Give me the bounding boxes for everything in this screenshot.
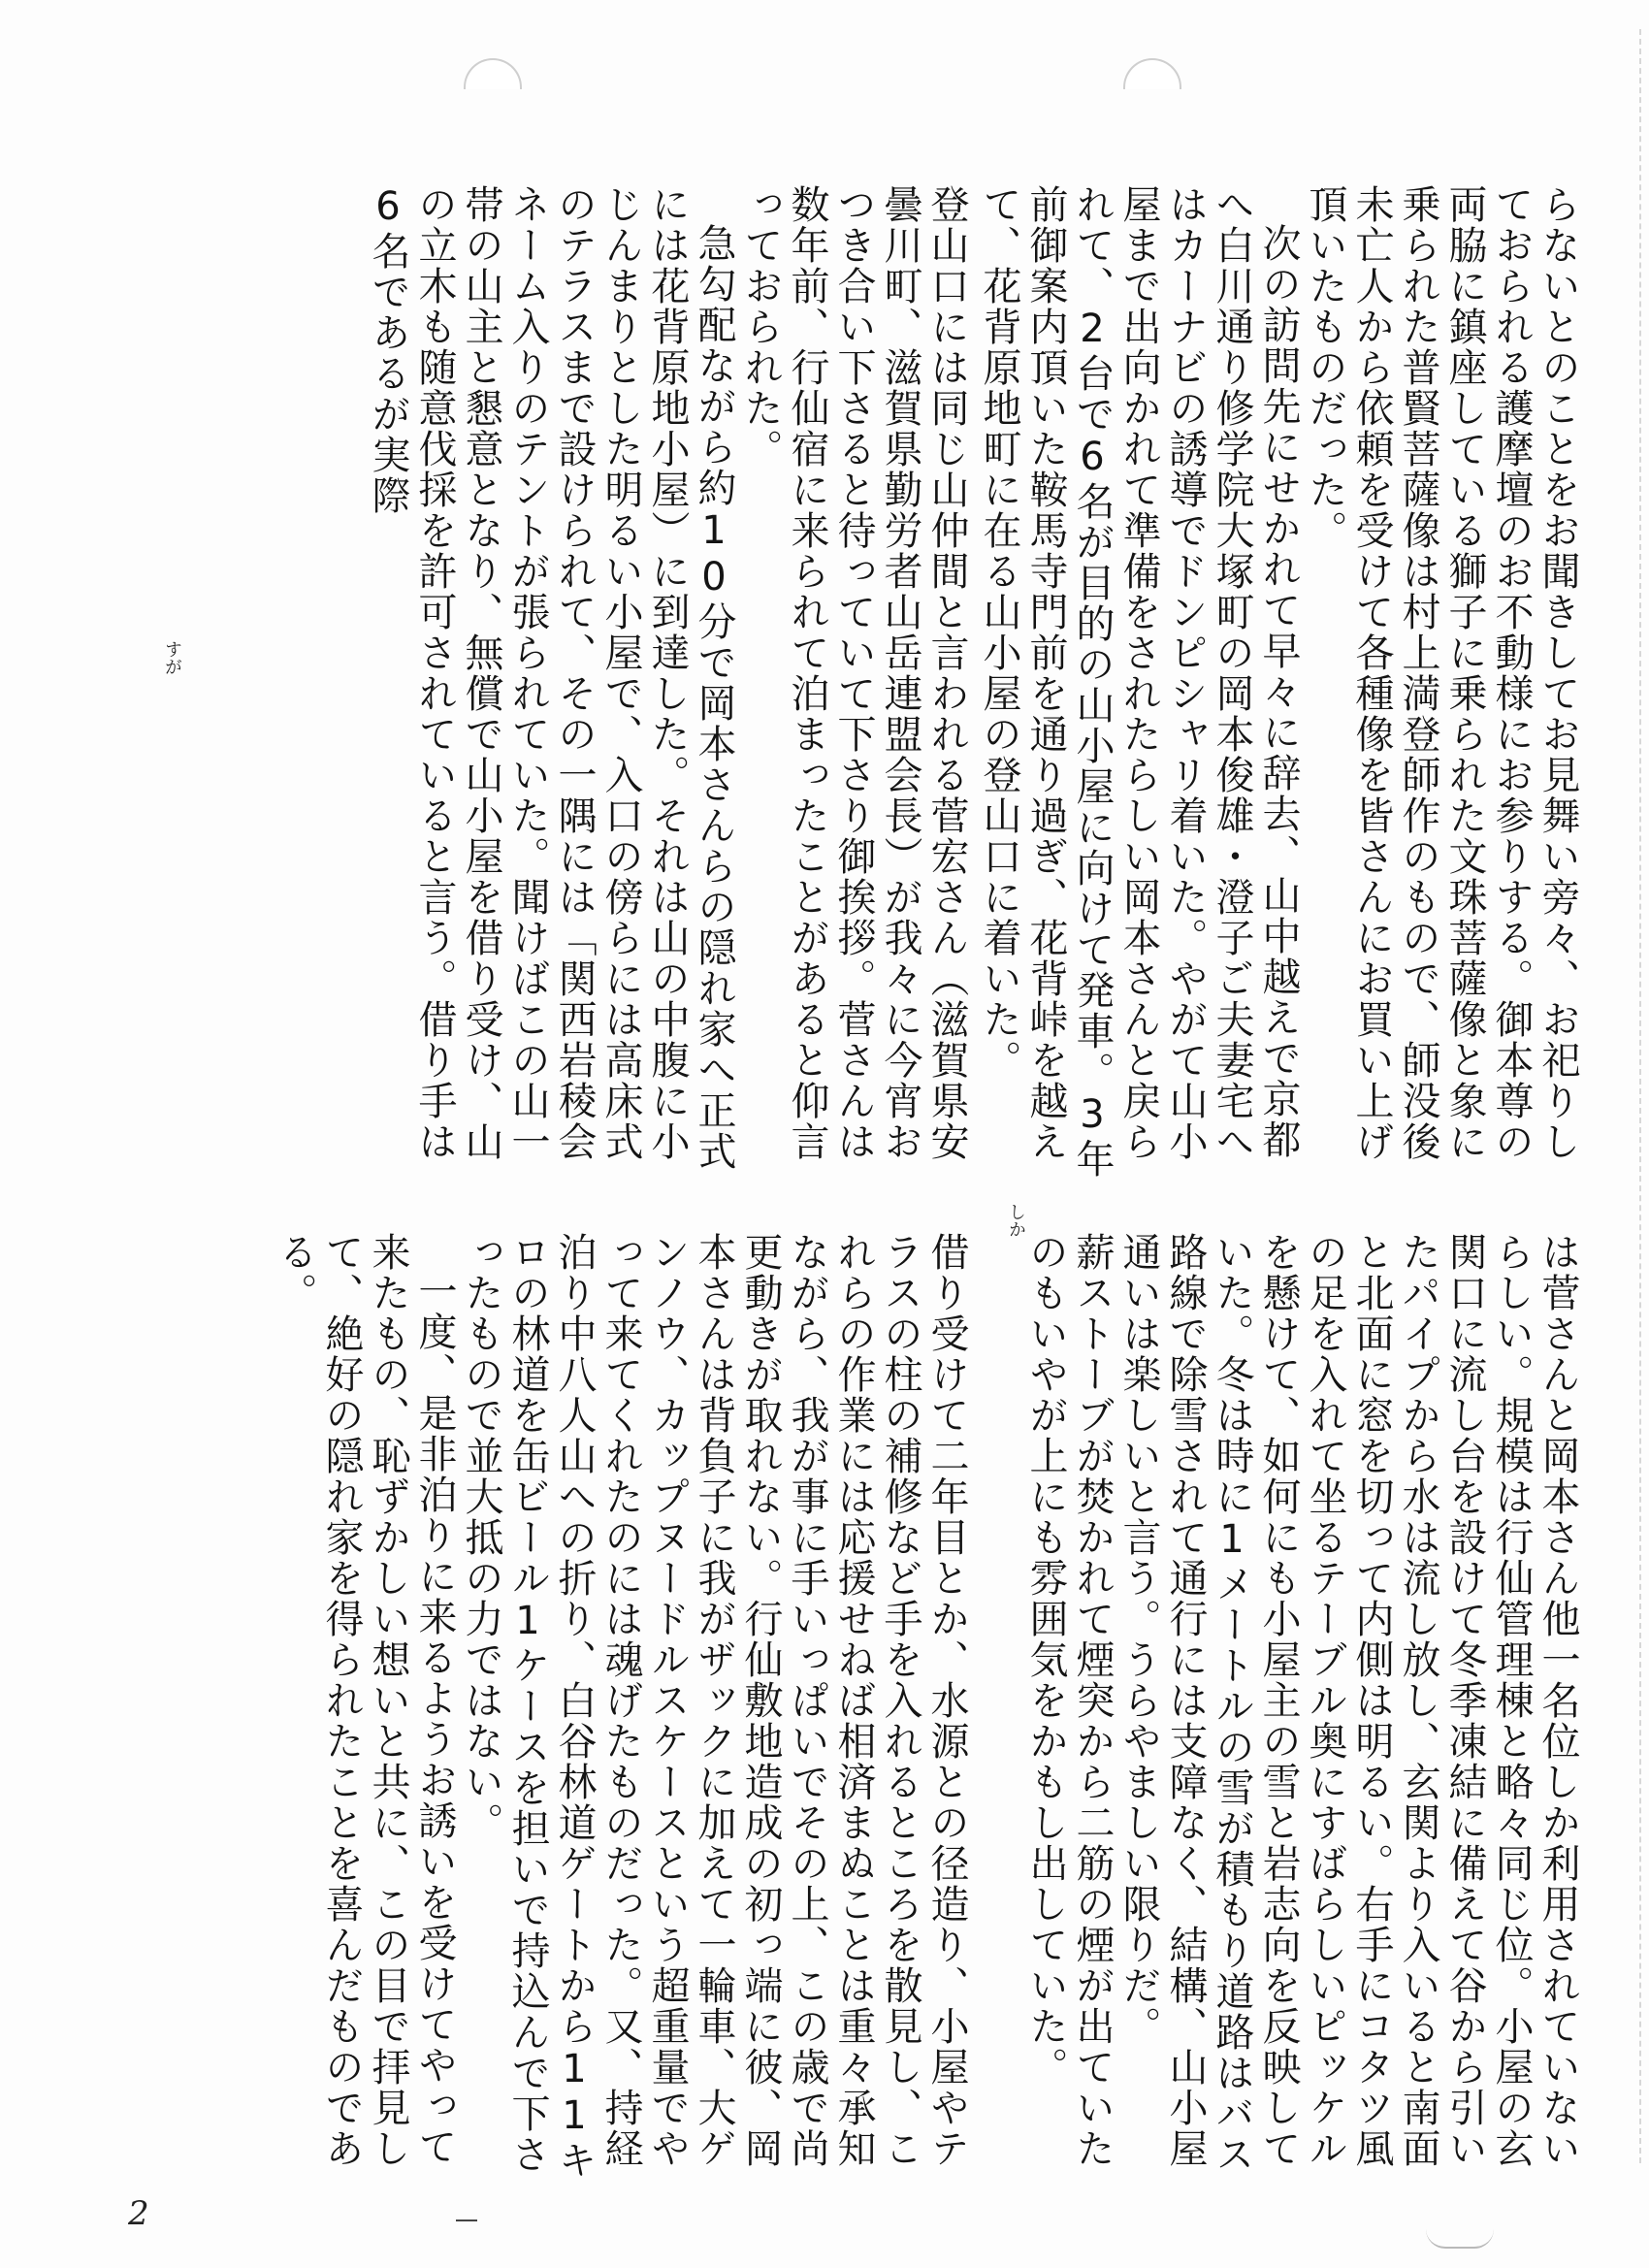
- text-block-lower-left: [194, 1232, 970, 2202]
- paragraph: は菅さんと岡本さん他一名位しか利用されていないらしい。規模は行仙管理棟と略々同じ位。小屋の玄関口に流し台を設けて冬季凍結に備えて谷から引いたパイプから水は流し放し、玄関より入いると南面と北面に窓を切って内側は明るい。右手にコタツ風の足を入れて坐るテーブル奥にすばらしいピッケルを懸けて、如何にも小屋主の雪と岩志向を反映していた。冬は時に1メートルの雪が積もり道路はバス路線で除雪されて通行には支障なく、結構、山小屋通いは楽しいと言う。うらやましい限りだ。: [1116, 1232, 1580, 2175]
- furigana-annotation: すが: [162, 640, 182, 675]
- text-block-lower-right: [1009, 1232, 1581, 2202]
- paragraph: 次の訪問先にせかれて早々に辞去、山中越えで京都へ白川通り修学院大塚町の岡本俊雄・澄子ご夫妻宅へはカーナビの誘導でドンピシャリ着いた。やがて山小屋まで出向かれて準備をされたらしい岡本さんと戻られて、2台で6名が目的の山小屋に向けて発車。3年前御案内頂いた鞍馬寺門前を通り過ぎ、花背峠を越えて、花背原地町に在る山小屋の登山口に着いた。: [977, 184, 1301, 1180]
- punch-hole-right: [1123, 58, 1181, 89]
- paragraph: 借り受けて二年目とか、水源との径造り、小屋やテラスの柱の補修など手を入れるところを散見し、これらの作業には応援せねば相済まぬことは重々承知ながら、我が事に手いっぱいでその上、この歳で尚更動きが取れない。行仙敷地造成の初っ端に彼、岡本さんは背負子に我がザックに加えて一輪車、大ゲンノウ、カップヌードルスケースという超重量でやって来てくれたのには魂げたものだった。又、持経泊り中八人山への折り、白谷林道ゲートから11キロの林道を缶ビール1ケースを担いで持込んで下さったもので並大抵の力ではない。: [459, 1232, 969, 2181]
- paragraph: 一度、是非泊りに来るようお誘いを受けてやって来たもの、恥ずかしい想いと共に、この目で拝見して、絶好の隠れ家を得られたことを喜んだものである。: [273, 1232, 457, 2169]
- paragraph: 薪ストーブが焚かれて煙突から二筋の煙が出ていたのもいやが上にも雰囲気をかもし出していた。: [1023, 1232, 1115, 2169]
- paragraph: 登山口には同じ山仲間と言われる菅宏さん（滋賀県安曇川町、滋賀県勤労者山岳連盟会長）が我々に今宵おつき合い下さると待っていて下さり御挨拶。菅さんは数年前、行仙宿に来られて泊まったことがあると仰言っておられた。: [738, 184, 969, 1162]
- page-number: 2: [128, 2194, 149, 2233]
- furigana-annotation: しか: [1006, 1203, 1026, 1238]
- page-edge-mark: [1636, 29, 1641, 2163]
- text-block-upper-left: [194, 184, 970, 1188]
- stray-pen-mark: [1426, 2229, 1494, 2249]
- punch-hole-left: [464, 58, 522, 89]
- paragraph: らないとのことをお聞きしてお見舞い旁々、お祀りしておられる護摩壇のお不動様にお参りする。御本尊の両脇に鎮座している獅子に乗られた文珠菩薩像と象に乗られた普賢菩薩像は村上満登師作のもので、師没後未亡人から依頼を受けて各種像を皆さんにお買い上げ頂いたものだった。: [1303, 184, 1580, 1162]
- paragraph: 急勾配ながら約10分で岡本さんらの隠れ家へ正式には花背原地小屋）に到達した。それは山の中腹に小じんまりとした明るい小屋で、入口の傍らには高床式のテラスまで設けられて、その一隅には「関西岩稜会ネーム入りのテントが張られていた。聞けばこの山一帯の山主と懇意となり、無償で山小屋を借り受け、山の立木も随意伐採を許可されていると言う。借り手は6名であるが実際: [366, 184, 736, 1172]
- text-block-upper-right: [977, 184, 1581, 1188]
- stray-pen-mark: [456, 2219, 477, 2221]
